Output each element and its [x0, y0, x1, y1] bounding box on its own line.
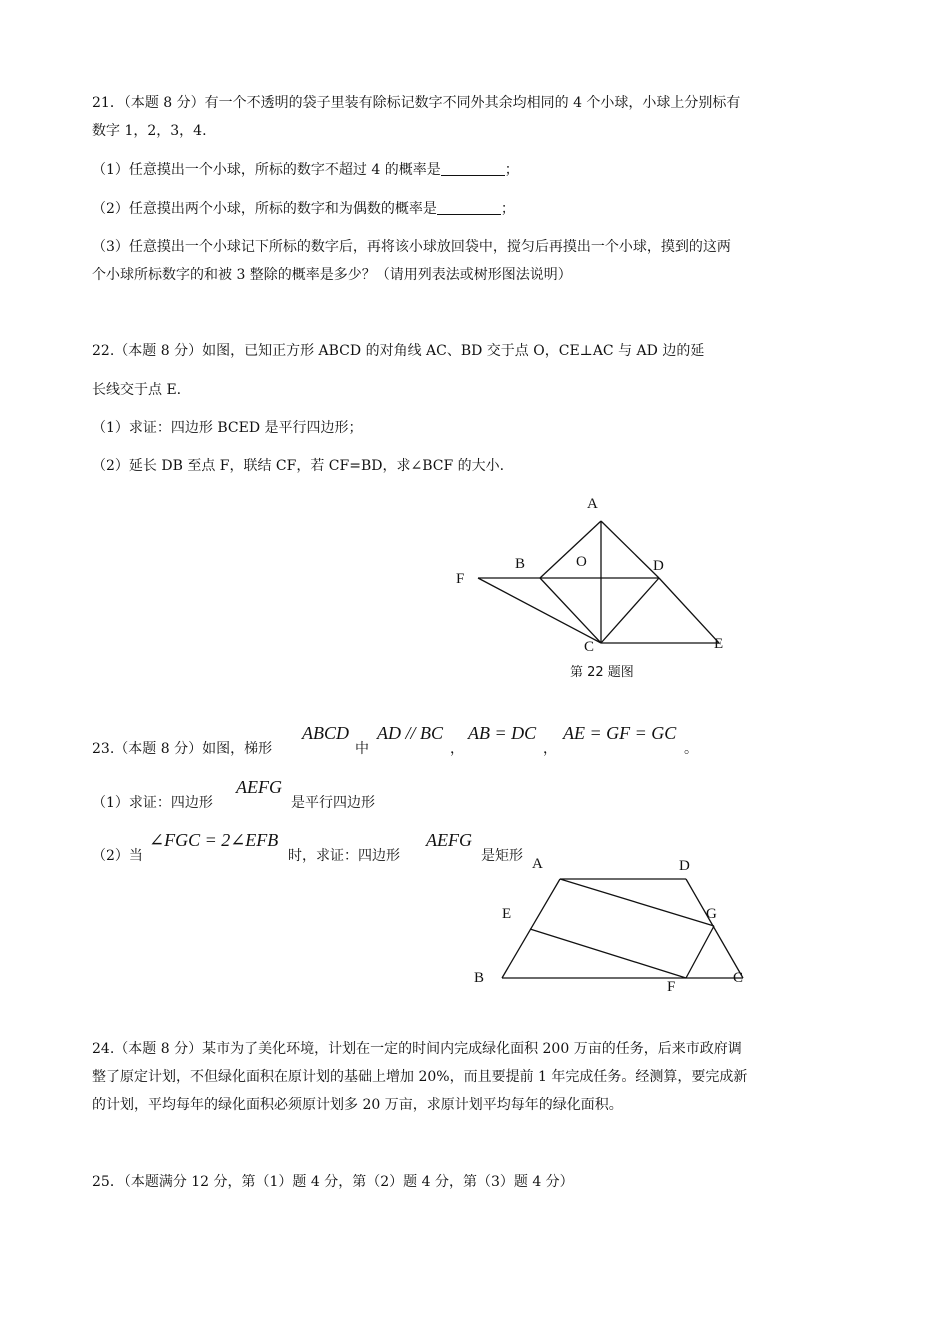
seg-AG — [560, 879, 714, 926]
q22-line1: 22.（本题 8 分）如图，已知正方形 ABCD 的对角线 AC、BD 交于点 O，CE⊥AC 与 AD 边的延 — [92, 343, 705, 359]
fig22-label-b: B — [515, 556, 526, 572]
fig23-label-f: F — [667, 979, 676, 995]
q23-part2-math: ∠FGC = 2∠EFB — [149, 830, 279, 850]
q23-part1-math: AEFG — [236, 777, 282, 797]
q23-part1-end: 是平行四边形 — [291, 795, 375, 811]
q22-line2: 长线交于点 E. — [92, 382, 182, 398]
seg-EF — [530, 929, 686, 978]
q24-line3: 的计划，平均每年的绿化面积必须原计划多 20 万亩，求原计划平均每年的绿化面积。 — [92, 1097, 623, 1113]
q23-math-abcd: ABCD — [302, 723, 349, 743]
q21-part3-line1: （3）任意摸出一个小球记下所标的数字后，再将该小球放回袋中，搅匀后再摸出一个小球，摸到的这两 — [92, 239, 731, 255]
q21-part1-end: ； — [504, 162, 519, 178]
seg-AB — [502, 879, 560, 978]
fig22-label-d: D — [653, 558, 664, 574]
q23-math-ae-gf-gc: AE = GF = GC — [563, 723, 677, 743]
fig22-label-f: F — [456, 571, 465, 587]
q23-part1-text: （1）求证：四边形 — [92, 795, 213, 811]
q21-part2-text: （2）任意摸出两个小球，所标的数字和为偶数的概率是 — [92, 201, 437, 217]
fig23-label-g: G — [706, 906, 717, 922]
fig23-label-a: A — [532, 856, 543, 872]
q21-part2-end: ； — [500, 201, 515, 217]
q21-line2: 数字 1，2，3，4. — [92, 123, 207, 139]
q23-mid1: 中 — [355, 741, 369, 757]
q23-prefix: 23.（本题 8 分）如图，梯形 — [92, 741, 273, 757]
q22-part1: （1）求证：四边形 BCED 是平行四边形； — [92, 420, 363, 436]
fig22-label-e: E — [714, 636, 724, 652]
q23-math-ab-dc: AB = DC — [468, 723, 537, 743]
fig23-label-e: E — [502, 906, 512, 922]
q23-math-parallel: AD // BC — [377, 723, 443, 743]
q23-part2-mid: 时，求证：四边形 — [288, 848, 400, 864]
q21-part1-text: （1）任意摸出一个小球，所标的数字不超过 4 的概率是 — [92, 162, 441, 178]
seg-GF — [686, 926, 714, 978]
q23-part2-text: （2）当 — [92, 848, 143, 864]
q23-end: 。 — [684, 741, 698, 757]
q23-comma2: ， — [543, 741, 557, 757]
q24-line2: 整了原定计划，不但绿化面积在原计划的基础上增加 20%，而且要提前 1 年完成任务。经测算，要完成新 — [92, 1069, 748, 1085]
fig22-label-o: O — [576, 554, 587, 570]
fig23-label-c: C — [733, 970, 744, 986]
q23-part2-end: 是矩形 — [481, 848, 523, 864]
fig23-label-b: B — [474, 970, 485, 986]
fig22-caption: 第 22 题图 — [570, 665, 634, 680]
q25-line1: 25．（本题满分 12 分，第（1）题 4 分，第（2）题 4 分，第（3）题 4 分） — [92, 1174, 574, 1190]
fig22-label-c: C — [584, 639, 595, 655]
q23-part2-math2: AEFG — [426, 830, 472, 850]
q24-line1: 24.（本题 8 分）某市为了美化环境，计划在一定的时间内完成绿化面积 200 万亩的任务，后来市政府调 — [92, 1041, 742, 1057]
fig22-label-a: A — [587, 496, 598, 512]
q22-part2: （2）延长 DB 至点 F，联结 CF，若 CF=BD，求∠BCF 的大小. — [92, 458, 505, 474]
fig23-label-d: D — [679, 858, 690, 874]
q21-part3-line2: 个小球所标数字的和被 3 整除的概率是多少？（请用列表法或树形图法说明） — [92, 267, 572, 283]
q23-comma1: ， — [450, 741, 464, 757]
q21-line1: 21．（本题 8 分）有一个不透明的袋子里装有除标记数字不同外其余均相同的 4 个小球，小球上分别标有 — [92, 95, 741, 111]
